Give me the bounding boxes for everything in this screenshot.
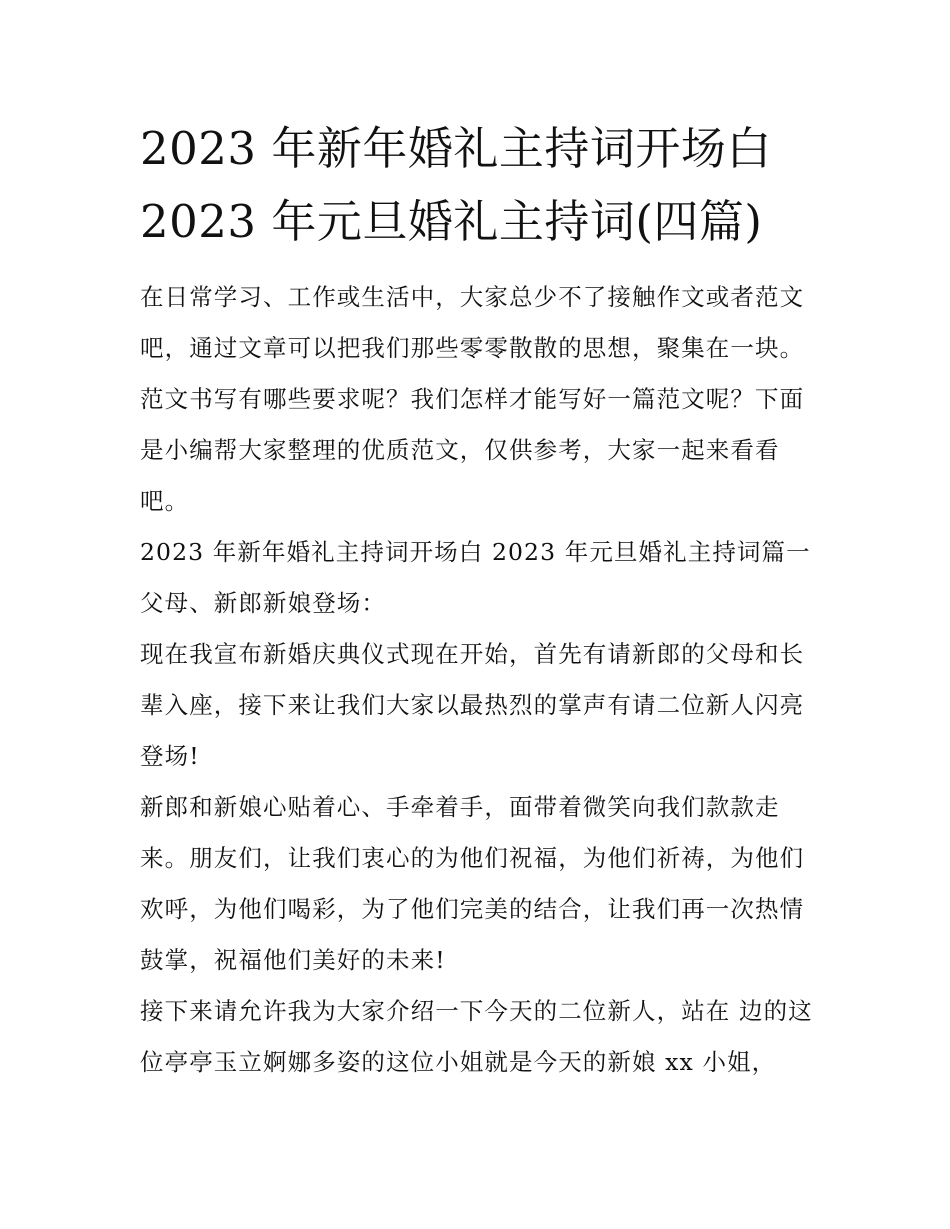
paragraph-section-heading: 2023 年新年婚礼主持词开场白 2023 年元旦婚礼主持词篇一 父母、新郎新娘登场： bbox=[140, 538, 811, 617]
paragraph-opening: 现在我宣布新婚庆典仪式现在开始，首先有请新郎的父母和长辈入座，接下来让我们大家以最热烈的掌声有请二位新人闪亮登场! bbox=[140, 640, 805, 770]
document-page bbox=[140, 112, 815, 1088]
title-line-1: 2023 年新年婚礼主持词开场白 bbox=[140, 122, 772, 175]
title-line-2: 2023 年元旦婚礼主持词(四篇) bbox=[140, 195, 763, 248]
paragraph-entrance: 新郎和新娘心贴着心、手牵着手，面带着微笑向我们款款走来。朋友们，让我们衷心的为他们祝福，为他们祈祷，为他们欢呼，为他们喝彩，为了他们完美的结合，让我们再一次热情鼓掌，祝福他们美好的未来! bbox=[140, 793, 805, 974]
paragraph-introduction: 接下来请允许我为大家介绍一下今天的二位新人，站在 边的这位亭亭玉立婀娜多姿的这位小姐就是今天的新娘 xx 小姐， bbox=[140, 997, 813, 1076]
document-title bbox=[140, 112, 815, 258]
paragraph-intro: 在日常学习、工作或生活中，大家总少不了接触作文或者范文吧，通过文章可以把我们那些零零散散的思想，聚集在一块。范文书写有哪些要求呢？我们怎样才能写好一篇范文呢？下面是小编帮大家整理的优质范文，仅供参考，大家一起来看看吧。 bbox=[140, 283, 805, 515]
